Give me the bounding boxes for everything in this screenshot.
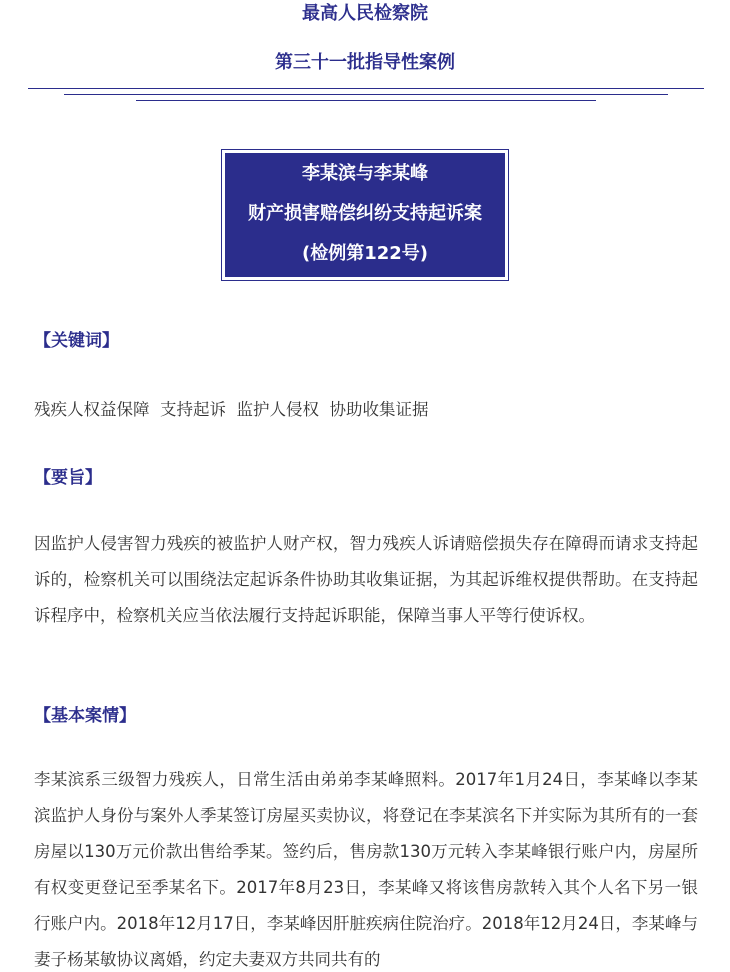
keywords-heading: 【关键词】 [34, 331, 119, 351]
gist-text: 因监护人侵害智力残疾的被监护人财产权，智力残疾人诉请赔偿损失存在障碍而请求支持起诉的，检察机关可以围绕法定起诉条件协助其收集证据，为其起诉维权提供帮助。在支持起诉程序中，检察机关应当依法履行支持起诉职能，保障当事人平等行使诉权。 [34, 534, 698, 625]
case-title-line: 财产损害赔偿纠纷支持起诉案 [248, 203, 482, 224]
keywords-text: 残疾人权益保障 支持起诉 监护人侵权 协助收集证据 [34, 400, 429, 419]
divider-line [28, 88, 704, 89]
case-title-line: 李某滨与李某峰 [302, 163, 428, 184]
divider-line [64, 94, 668, 95]
gist-heading: 【要旨】 [34, 468, 102, 488]
batch-title: 第三十一批指导性案例 [275, 52, 455, 73]
facts-heading: 【基本案情】 [34, 706, 136, 726]
case-number: (检例第122号) [301, 243, 429, 264]
divider-line [136, 100, 596, 101]
case-title-panel [225, 153, 505, 277]
facts-text: 李某滨系三级智力残疾人，日常生活由弟弟李某峰照料。2017年1月24日，李某峰以李某滨监护人身份与案外人季某签订房屋买卖协议，将登记在李某滨名下并实际为其所有的一套房屋以130万元价款出售给季某。签约后，售房款130万元转入李某峰银行账户内，房屋所有权变更登记至季某名下。2017年8月23日，李某峰又将该售房款转入其个人名下另一银行账户内。2018年12月17日，李某峰因肝脏疾病住院治疗。2018年12月24日，李某峰与妻子杨某敏协议离婚，约定夫妻双方共同共有的 [34, 770, 698, 969]
org-title: 最高人民检察院 [302, 3, 428, 24]
case-title-box [221, 149, 509, 281]
